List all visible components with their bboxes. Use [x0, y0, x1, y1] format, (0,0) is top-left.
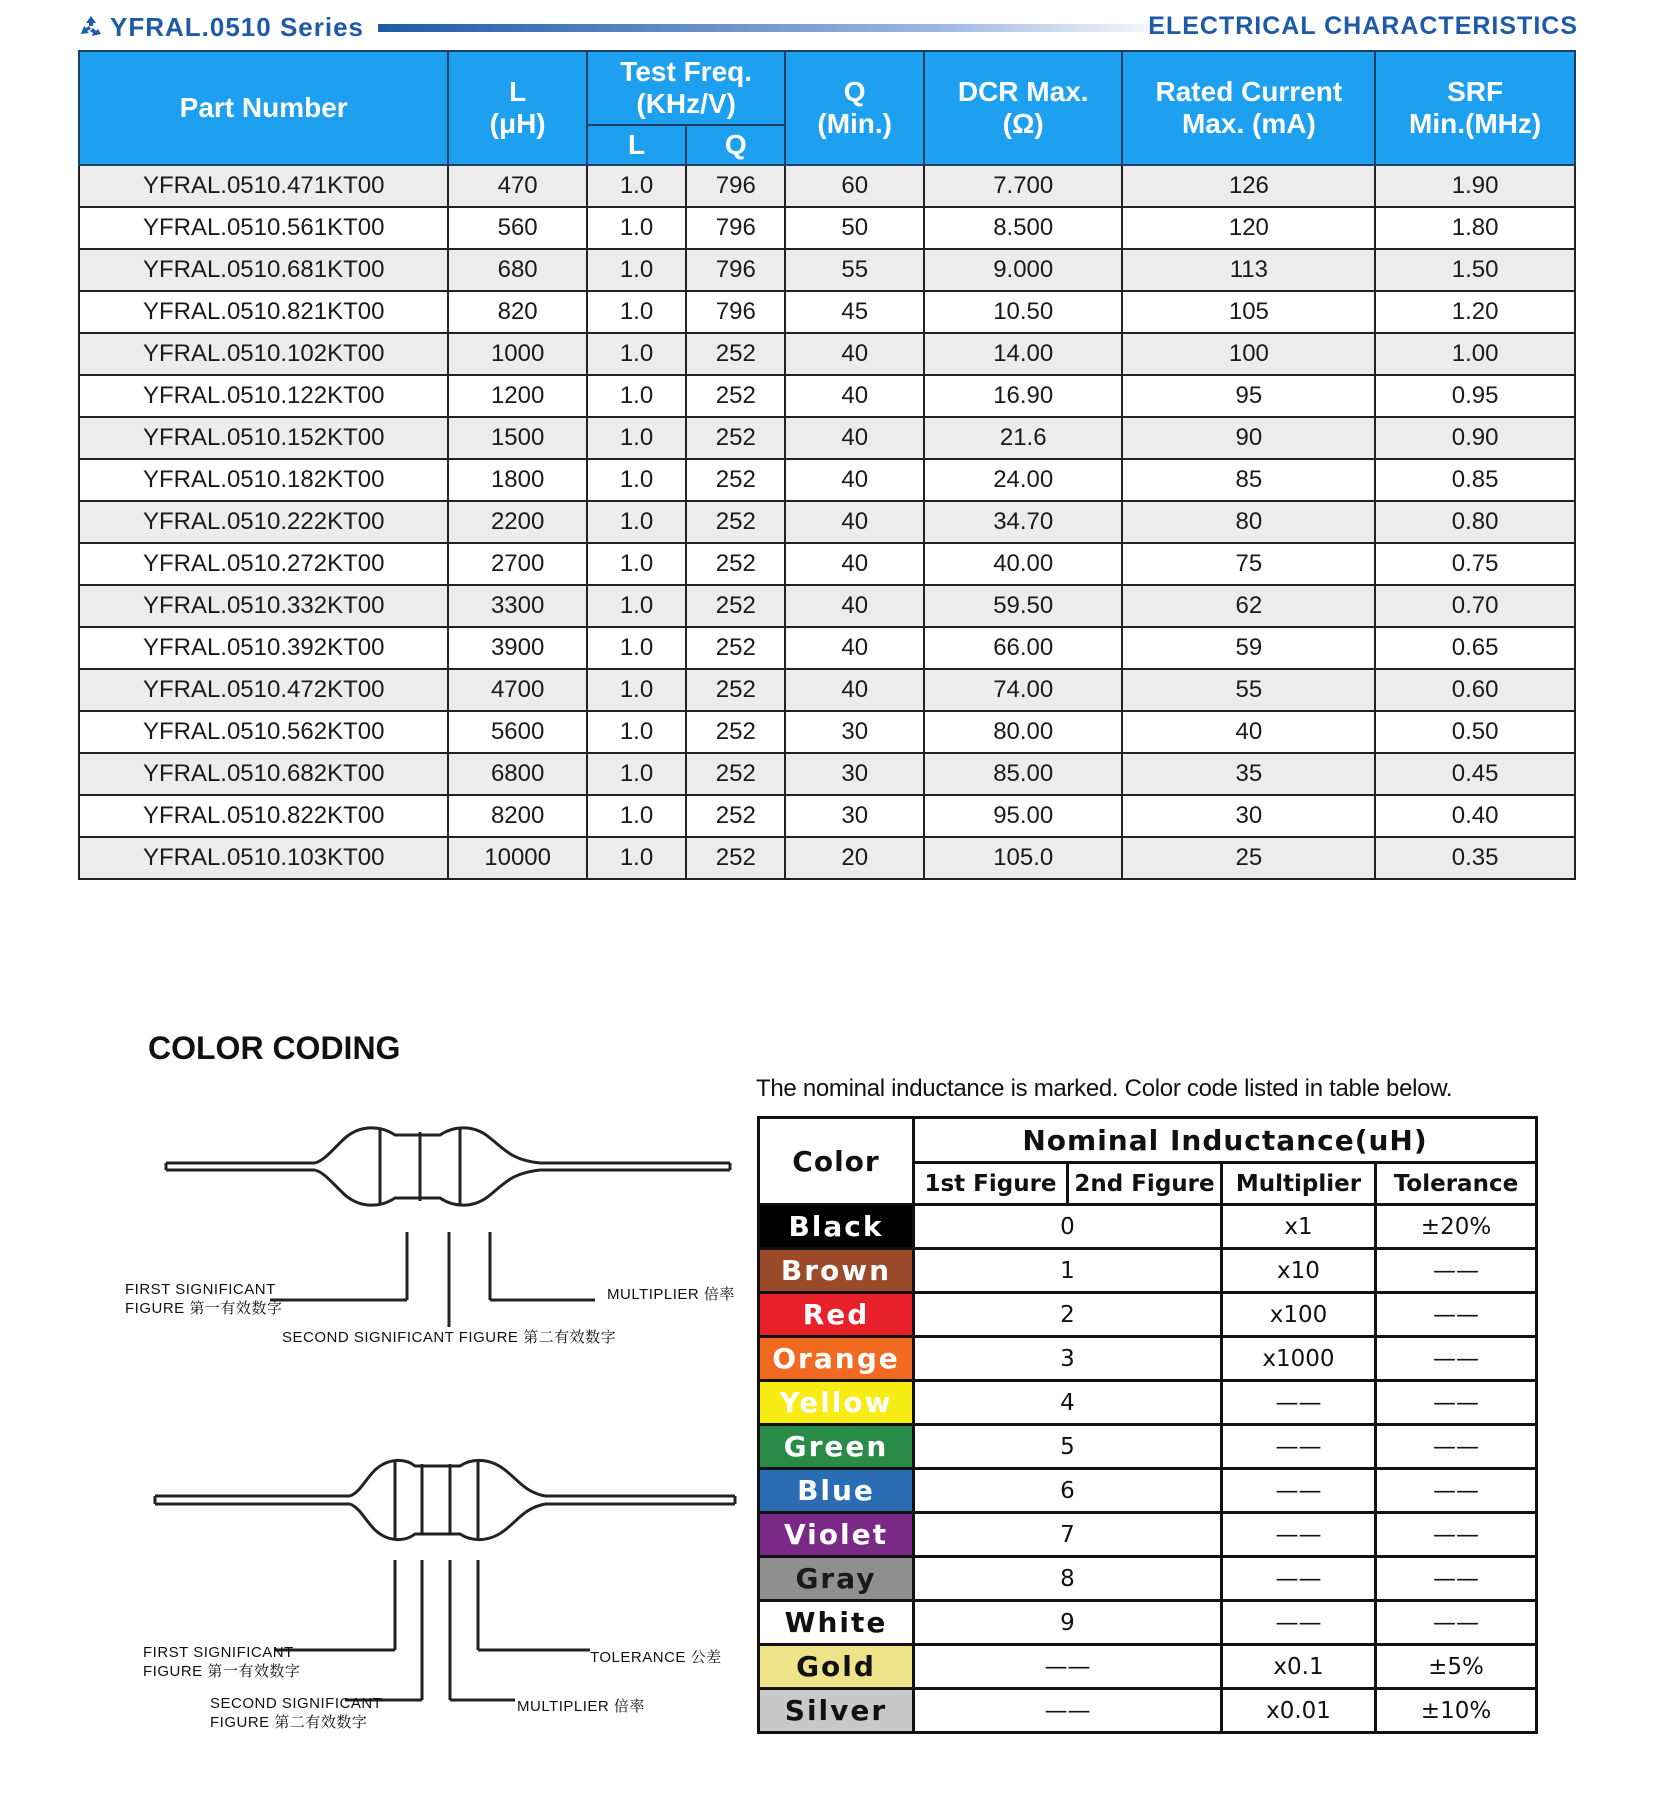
header-test-freq-l: L [587, 125, 686, 165]
cell-dcr-max: 14.00 [924, 333, 1123, 375]
header-2nd-figure: 2nd Figure [1068, 1163, 1222, 1205]
recycle-icon [78, 14, 104, 40]
color-swatch-label: Green [759, 1425, 914, 1469]
cell-q-min: 40 [785, 669, 924, 711]
cell-dcr-max: 10.50 [924, 291, 1123, 333]
cell-inductance: 2700 [448, 543, 587, 585]
label-tolerance-2: TOLERANCE 公差 [590, 1649, 722, 1666]
cell-srf: 1.20 [1375, 291, 1575, 333]
cell-figure: 5 [914, 1425, 1222, 1469]
cell-multiplier: x10 [1222, 1249, 1376, 1293]
cell-dcr-max: 74.00 [924, 669, 1123, 711]
cell-test-freq-l: 1.0 [587, 837, 686, 879]
cell-multiplier: —— [1222, 1557, 1376, 1601]
cell-part-number: YFRAL.0510.102KT00 [79, 333, 448, 375]
cell-test-freq-q: 252 [686, 837, 785, 879]
cell-test-freq-l: 1.0 [587, 291, 686, 333]
cell-inductance: 3300 [448, 585, 587, 627]
cell-rated-current: 55 [1122, 669, 1375, 711]
cell-inductance: 5600 [448, 711, 587, 753]
table-row [79, 753, 1575, 795]
color-swatch-label: Gold [759, 1645, 914, 1689]
cell-test-freq-q: 252 [686, 501, 785, 543]
cell-srf: 1.80 [1375, 207, 1575, 249]
table-row [79, 501, 1575, 543]
cell-multiplier: x0.01 [1222, 1689, 1376, 1733]
cell-multiplier: x0.1 [1222, 1645, 1376, 1689]
cell-test-freq-l: 1.0 [587, 669, 686, 711]
color-row-red [759, 1293, 1537, 1337]
header-tolerance: Tolerance [1376, 1163, 1537, 1205]
color-swatch-label: Blue [759, 1469, 914, 1513]
table-row [79, 627, 1575, 669]
color-swatch-label: Red [759, 1293, 914, 1337]
cell-rated-current: 59 [1122, 627, 1375, 669]
table-row [79, 333, 1575, 375]
cell-figure: 4 [914, 1381, 1222, 1425]
cell-q-min: 40 [785, 585, 924, 627]
cell-srf: 0.85 [1375, 459, 1575, 501]
label-first-significant-2: FIRST SIGNIFICANT FIGURE 第一有效数字 [143, 1644, 301, 1680]
table-row [79, 795, 1575, 837]
cell-part-number: YFRAL.0510.222KT00 [79, 501, 448, 543]
color-swatch-label: Brown [759, 1249, 914, 1293]
cell-inductance: 6800 [448, 753, 587, 795]
table-row [79, 543, 1575, 585]
cell-part-number: YFRAL.0510.472KT00 [79, 669, 448, 711]
cell-srf: 1.00 [1375, 333, 1575, 375]
cell-figure: 2 [914, 1293, 1222, 1337]
cell-part-number: YFRAL.0510.471KT00 [79, 165, 448, 207]
cell-tolerance: —— [1376, 1601, 1537, 1645]
cell-srf: 0.65 [1375, 627, 1575, 669]
cell-test-freq-l: 1.0 [587, 711, 686, 753]
table-row [79, 249, 1575, 291]
cell-rated-current: 100 [1122, 333, 1375, 375]
cell-part-number: YFRAL.0510.272KT00 [79, 543, 448, 585]
color-row-black [759, 1205, 1537, 1249]
cell-dcr-max: 16.90 [924, 375, 1123, 417]
cell-tolerance: —— [1376, 1293, 1537, 1337]
cell-test-freq-q: 252 [686, 459, 785, 501]
color-code-table-body [759, 1205, 1537, 1733]
cell-test-freq-l: 1.0 [587, 249, 686, 291]
cell-test-freq-l: 1.0 [587, 333, 686, 375]
spec-table-body [79, 165, 1575, 879]
cell-test-freq-l: 1.0 [587, 459, 686, 501]
cell-q-min: 40 [785, 543, 924, 585]
cell-part-number: YFRAL.0510.682KT00 [79, 753, 448, 795]
cell-q-min: 50 [785, 207, 924, 249]
cell-srf: 0.35 [1375, 837, 1575, 879]
cell-inductance: 10000 [448, 837, 587, 879]
cell-part-number: YFRAL.0510.392KT00 [79, 627, 448, 669]
cell-inductance: 470 [448, 165, 587, 207]
cell-inductance: 3900 [448, 627, 587, 669]
cell-inductance: 820 [448, 291, 587, 333]
cell-part-number: YFRAL.0510.681KT00 [79, 249, 448, 291]
cell-test-freq-l: 1.0 [587, 795, 686, 837]
label-multiplier-2: MULTIPLIER 倍率 [517, 1698, 645, 1715]
cell-inductance: 4700 [448, 669, 587, 711]
cell-multiplier: —— [1222, 1425, 1376, 1469]
cell-test-freq-l: 1.0 [587, 417, 686, 459]
cell-rated-current: 35 [1122, 753, 1375, 795]
cell-dcr-max: 9.000 [924, 249, 1123, 291]
cell-q-min: 40 [785, 375, 924, 417]
label-second-significant-2: SECOND SIGNIFICANT FIGURE 第二有效数字 [210, 1695, 383, 1731]
color-swatch-label: Silver [759, 1689, 914, 1733]
header-srf: SRF Min.(MHz) [1375, 51, 1575, 165]
cell-test-freq-l: 1.0 [587, 207, 686, 249]
cell-q-min: 40 [785, 459, 924, 501]
cell-q-min: 45 [785, 291, 924, 333]
cell-tolerance: —— [1376, 1381, 1537, 1425]
page-header [78, 6, 1578, 46]
color-row-gold [759, 1645, 1537, 1689]
cell-srf: 0.45 [1375, 753, 1575, 795]
cell-rated-current: 25 [1122, 837, 1375, 879]
header-multiplier: Multiplier [1222, 1163, 1376, 1205]
series-title: YFRAL.0510 Series [110, 12, 365, 42]
cell-inductance: 560 [448, 207, 587, 249]
cell-srf: 0.60 [1375, 669, 1575, 711]
cell-inductance: 1500 [448, 417, 587, 459]
cell-tolerance: —— [1376, 1249, 1537, 1293]
color-row-yellow [759, 1381, 1537, 1425]
header-rule [378, 24, 1178, 32]
cell-rated-current: 90 [1122, 417, 1375, 459]
cell-q-min: 40 [785, 417, 924, 459]
cell-test-freq-l: 1.0 [587, 585, 686, 627]
cell-test-freq-q: 252 [686, 669, 785, 711]
table-row [79, 837, 1575, 879]
electrical-characteristics-table [78, 50, 1576, 880]
cell-multiplier: x1 [1222, 1205, 1376, 1249]
cell-tolerance: —— [1376, 1469, 1537, 1513]
color-swatch-label: Black [759, 1205, 914, 1249]
cell-rated-current: 113 [1122, 249, 1375, 291]
cell-q-min: 40 [785, 627, 924, 669]
cell-rated-current: 85 [1122, 459, 1375, 501]
cell-multiplier: —— [1222, 1601, 1376, 1645]
color-code-table [757, 1116, 1538, 1734]
cell-srf: 0.75 [1375, 543, 1575, 585]
cell-inductance: 8200 [448, 795, 587, 837]
color-swatch-label: Violet [759, 1513, 914, 1557]
cell-multiplier: x100 [1222, 1293, 1376, 1337]
cell-test-freq-l: 1.0 [587, 375, 686, 417]
cell-figure: 1 [914, 1249, 1222, 1293]
cell-figure: —— [914, 1645, 1222, 1689]
label-second-significant-1: SECOND SIGNIFICANT FIGURE 第二有效数字 [282, 1329, 617, 1346]
cell-tolerance: —— [1376, 1337, 1537, 1381]
cell-q-min: 55 [785, 249, 924, 291]
color-row-gray [759, 1557, 1537, 1601]
header-nominal-inductance: Nominal Inductance(uH) [914, 1118, 1537, 1163]
cell-test-freq-l: 1.0 [587, 165, 686, 207]
cell-test-freq-q: 252 [686, 585, 785, 627]
cell-srf: 0.70 [1375, 585, 1575, 627]
cell-figure: 9 [914, 1601, 1222, 1645]
cell-test-freq-q: 252 [686, 795, 785, 837]
header-test-freq: Test Freq. (KHz/V) [587, 51, 786, 125]
cell-tolerance: ±10% [1376, 1689, 1537, 1733]
cell-dcr-max: 40.00 [924, 543, 1123, 585]
color-row-green [759, 1425, 1537, 1469]
cell-figure: 7 [914, 1513, 1222, 1557]
label-first-significant-1: FIRST SIGNIFICANT FIGURE 第一有效数字 [125, 1281, 283, 1317]
cell-multiplier: —— [1222, 1381, 1376, 1425]
cell-figure: 6 [914, 1469, 1222, 1513]
cell-test-freq-l: 1.0 [587, 501, 686, 543]
table-row [79, 207, 1575, 249]
cell-tolerance: ±5% [1376, 1645, 1537, 1689]
table-row [79, 459, 1575, 501]
cell-test-freq-q: 252 [686, 333, 785, 375]
header-color: Color [759, 1118, 914, 1205]
cell-rated-current: 30 [1122, 795, 1375, 837]
cell-tolerance: ±20% [1376, 1205, 1537, 1249]
cell-test-freq-q: 252 [686, 753, 785, 795]
color-row-violet [759, 1513, 1537, 1557]
cell-rated-current: 120 [1122, 207, 1375, 249]
cell-q-min: 20 [785, 837, 924, 879]
header-1st-figure: 1st Figure [914, 1163, 1068, 1205]
cell-test-freq-q: 796 [686, 249, 785, 291]
color-swatch-label: Orange [759, 1337, 914, 1381]
cell-test-freq-q: 796 [686, 207, 785, 249]
cell-inductance: 680 [448, 249, 587, 291]
cell-srf: 0.95 [1375, 375, 1575, 417]
cell-q-min: 30 [785, 711, 924, 753]
color-row-blue [759, 1469, 1537, 1513]
cell-inductance: 1000 [448, 333, 587, 375]
cell-part-number: YFRAL.0510.561KT00 [79, 207, 448, 249]
cell-test-freq-q: 252 [686, 543, 785, 585]
section-title: ELECTRICAL CHARACTERISTICS [1148, 12, 1578, 40]
header-dcr-max: DCR Max. (Ω) [924, 51, 1123, 165]
color-swatch-label: White [759, 1601, 914, 1645]
cell-multiplier: x1000 [1222, 1337, 1376, 1381]
table-row [79, 291, 1575, 333]
cell-part-number: YFRAL.0510.332KT00 [79, 585, 448, 627]
cell-srf: 0.90 [1375, 417, 1575, 459]
table-row [79, 165, 1575, 207]
cell-figure: 0 [914, 1205, 1222, 1249]
cell-srf: 0.50 [1375, 711, 1575, 753]
cell-rated-current: 126 [1122, 165, 1375, 207]
table-row [79, 669, 1575, 711]
cell-dcr-max: 66.00 [924, 627, 1123, 669]
header-test-freq-q: Q [686, 125, 785, 165]
cell-dcr-max: 59.50 [924, 585, 1123, 627]
cell-dcr-max: 24.00 [924, 459, 1123, 501]
cell-multiplier: —— [1222, 1469, 1376, 1513]
cell-rated-current: 62 [1122, 585, 1375, 627]
header-q-min: Q (Min.) [785, 51, 924, 165]
cell-test-freq-q: 796 [686, 291, 785, 333]
table-row [79, 375, 1575, 417]
cell-q-min: 60 [785, 165, 924, 207]
cell-srf: 0.80 [1375, 501, 1575, 543]
label-multiplier-1: MULTIPLIER 倍率 [607, 1286, 735, 1303]
cell-part-number: YFRAL.0510.821KT00 [79, 291, 448, 333]
cell-dcr-max: 85.00 [924, 753, 1123, 795]
header-inductance: L (μH) [448, 51, 587, 165]
cell-inductance: 1800 [448, 459, 587, 501]
cell-srf: 1.90 [1375, 165, 1575, 207]
table-row [79, 711, 1575, 753]
color-row-orange [759, 1337, 1537, 1381]
cell-test-freq-l: 1.0 [587, 543, 686, 585]
cell-dcr-max: 105.0 [924, 837, 1123, 879]
cell-inductance: 1200 [448, 375, 587, 417]
cell-dcr-max: 8.500 [924, 207, 1123, 249]
cell-figure: 3 [914, 1337, 1222, 1381]
color-row-silver [759, 1689, 1537, 1733]
cell-part-number: YFRAL.0510.122KT00 [79, 375, 448, 417]
cell-figure: 8 [914, 1557, 1222, 1601]
color-row-brown [759, 1249, 1537, 1293]
cell-srf: 1.50 [1375, 249, 1575, 291]
cell-part-number: YFRAL.0510.822KT00 [79, 795, 448, 837]
cell-inductance: 2200 [448, 501, 587, 543]
cell-part-number: YFRAL.0510.152KT00 [79, 417, 448, 459]
color-swatch-label: Yellow [759, 1381, 914, 1425]
color-row-white [759, 1601, 1537, 1645]
cell-test-freq-q: 252 [686, 627, 785, 669]
cell-rated-current: 80 [1122, 501, 1375, 543]
cell-srf: 0.40 [1375, 795, 1575, 837]
header-rated-current: Rated Current Max. (mA) [1122, 51, 1375, 165]
cell-figure: —— [914, 1689, 1222, 1733]
table-row [79, 585, 1575, 627]
cell-tolerance: —— [1376, 1425, 1537, 1469]
cell-rated-current: 40 [1122, 711, 1375, 753]
cell-rated-current: 105 [1122, 291, 1375, 333]
header-part-number: Part Number [79, 51, 448, 165]
cell-q-min: 30 [785, 753, 924, 795]
cell-multiplier: —— [1222, 1513, 1376, 1557]
cell-q-min: 40 [785, 333, 924, 375]
cell-dcr-max: 95.00 [924, 795, 1123, 837]
cell-test-freq-q: 252 [686, 417, 785, 459]
cell-dcr-max: 21.6 [924, 417, 1123, 459]
cell-dcr-max: 34.70 [924, 501, 1123, 543]
cell-test-freq-q: 252 [686, 711, 785, 753]
cell-q-min: 30 [785, 795, 924, 837]
color-coding-title: COLOR CODING [148, 1030, 401, 1066]
cell-tolerance: —— [1376, 1513, 1537, 1557]
cell-dcr-max: 80.00 [924, 711, 1123, 753]
cell-rated-current: 75 [1122, 543, 1375, 585]
cell-test-freq-l: 1.0 [587, 627, 686, 669]
cell-test-freq-q: 252 [686, 375, 785, 417]
color-swatch-label: Gray [759, 1557, 914, 1601]
cell-tolerance: —— [1376, 1557, 1537, 1601]
cell-rated-current: 95 [1122, 375, 1375, 417]
cell-part-number: YFRAL.0510.103KT00 [79, 837, 448, 879]
cell-part-number: YFRAL.0510.562KT00 [79, 711, 448, 753]
color-coding-note: The nominal inductance is marked. Color code listed in table below. [756, 1075, 1453, 1102]
cell-q-min: 40 [785, 501, 924, 543]
cell-part-number: YFRAL.0510.182KT00 [79, 459, 448, 501]
cell-test-freq-q: 796 [686, 165, 785, 207]
table-row [79, 417, 1575, 459]
cell-dcr-max: 7.700 [924, 165, 1123, 207]
cell-test-freq-l: 1.0 [587, 753, 686, 795]
